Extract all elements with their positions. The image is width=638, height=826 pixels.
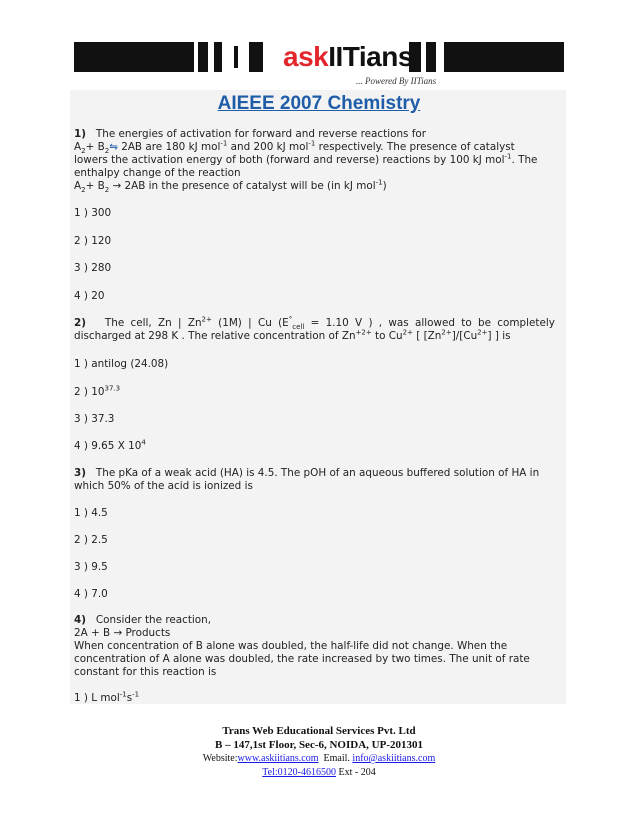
q2-option-1: 1 ) antilog (24.08) — [74, 358, 169, 370]
header-banner — [74, 38, 564, 86]
banner-bar-left2 — [198, 42, 208, 72]
q3-line1: 3) The pKa of a weak acid (HA) is 4.5. The pOH of an aqueous buffered solution of HA in — [74, 467, 540, 479]
q2-line2: discharged at 298 K . The relative concentration of $Zn^{+2+}$ to $Cu^{2+}$ [ $[Zn^{2+}]/[Cu^{2+}]$ ] is — [74, 328, 511, 342]
q1-option-2: 2 ) 120 — [74, 235, 112, 247]
q1-line1: 1) The energies of activation for forward and reverse reactions for — [74, 128, 427, 140]
banner-bar-left3 — [214, 42, 222, 72]
q1-option-3: 3 ) 280 — [74, 262, 112, 274]
askiitians-logo: askIITians — [283, 41, 413, 72]
banner-bar-left — [74, 42, 194, 72]
banner-bar-left5 — [249, 42, 263, 72]
q1-option-4: 4 ) 20 — [74, 290, 105, 302]
q2-option-3: 3 ) 37.3 — [74, 413, 115, 425]
page-title: AIEEE 2007 Chemistry — [217, 93, 421, 114]
q3-option-2: 2 ) 2.5 — [74, 534, 108, 546]
q1-line4: enthalpy change of the reaction — [74, 167, 241, 179]
q3-line2: which 50% of the acid is ionized is — [74, 480, 253, 492]
phone-link[interactable]: Tel:0120-4616500 — [262, 767, 337, 778]
q2-option-2: 2 ) $10^{37.3}$ — [74, 384, 121, 398]
footer — [0, 724, 638, 780]
q1-line3: lowers the activation energy of both (forward and reverse) reactions by 100 kJ mol$^{-1}$. The — [74, 152, 538, 166]
q3-option-3: 3 ) 9.5 — [74, 561, 108, 573]
q4-line4: concentration of A alone was doubled, the rate increased by two times. The unit of rate — [74, 653, 530, 665]
q4-line1: 4) Consider the reaction, — [74, 614, 212, 626]
email-link[interactable]: info@askiitians.com — [352, 753, 436, 764]
footer-phone: Tel:0120-4616500 Ext - 204 — [262, 767, 376, 778]
q4-option-1: 1 ) L $mol^{-1}s^{-1}$ — [74, 690, 140, 704]
equilibrium-arrow-icon: ⇋ — [109, 141, 118, 153]
banner-bar-right3 — [444, 42, 564, 72]
q1-line5: $A_2+ B_2 \to 2AB$ in the presence of catalyst will be (in kJ mol$^{-1}$) — [74, 178, 387, 195]
q4-line3: When concentration of B alone was doubled, the half-life did not change. When the — [74, 640, 508, 652]
website-link[interactable]: www.askiitians.com — [237, 753, 319, 764]
q1-line2: $A_2+$ $B_2⇋$ 2AB are 180 kJ mol$^{-1}$ and 200 kJ mol$^{-1}$ respectively. The presence of catalyst — [74, 139, 515, 156]
banner-bar-left4 — [234, 46, 238, 68]
footer-contact: Website:www.askiitians.com Email. info@askiitians.com — [202, 753, 436, 764]
tagline: ... Powered By IITians — [356, 76, 437, 86]
q4-line2: 2A + B → Products — [74, 627, 171, 639]
q3-option-4: 4 ) 7.0 — [74, 588, 108, 600]
q3-option-1: 1 ) 4.5 — [74, 507, 108, 519]
q2-line1: 2) The cell, Zn | $Zn^{2+}$ (1M) | Cu ($E^\circ_{cell} = 1.10$ V ) , was allowed to be completely — [74, 315, 555, 332]
banner-bar-right2 — [426, 42, 436, 72]
q1-option-1: 1 ) 300 — [74, 207, 112, 219]
footer-company: Trans Web Educational Services Pvt. Ltd — [222, 725, 416, 737]
footer-address: B – 147,1st Floor, Sec-6, NOIDA, UP-201301 — [215, 739, 423, 751]
q4-line5: constant for this reaction is — [74, 666, 217, 678]
q2-option-4: 4 ) 9.65 X $10^4$ — [74, 438, 146, 452]
